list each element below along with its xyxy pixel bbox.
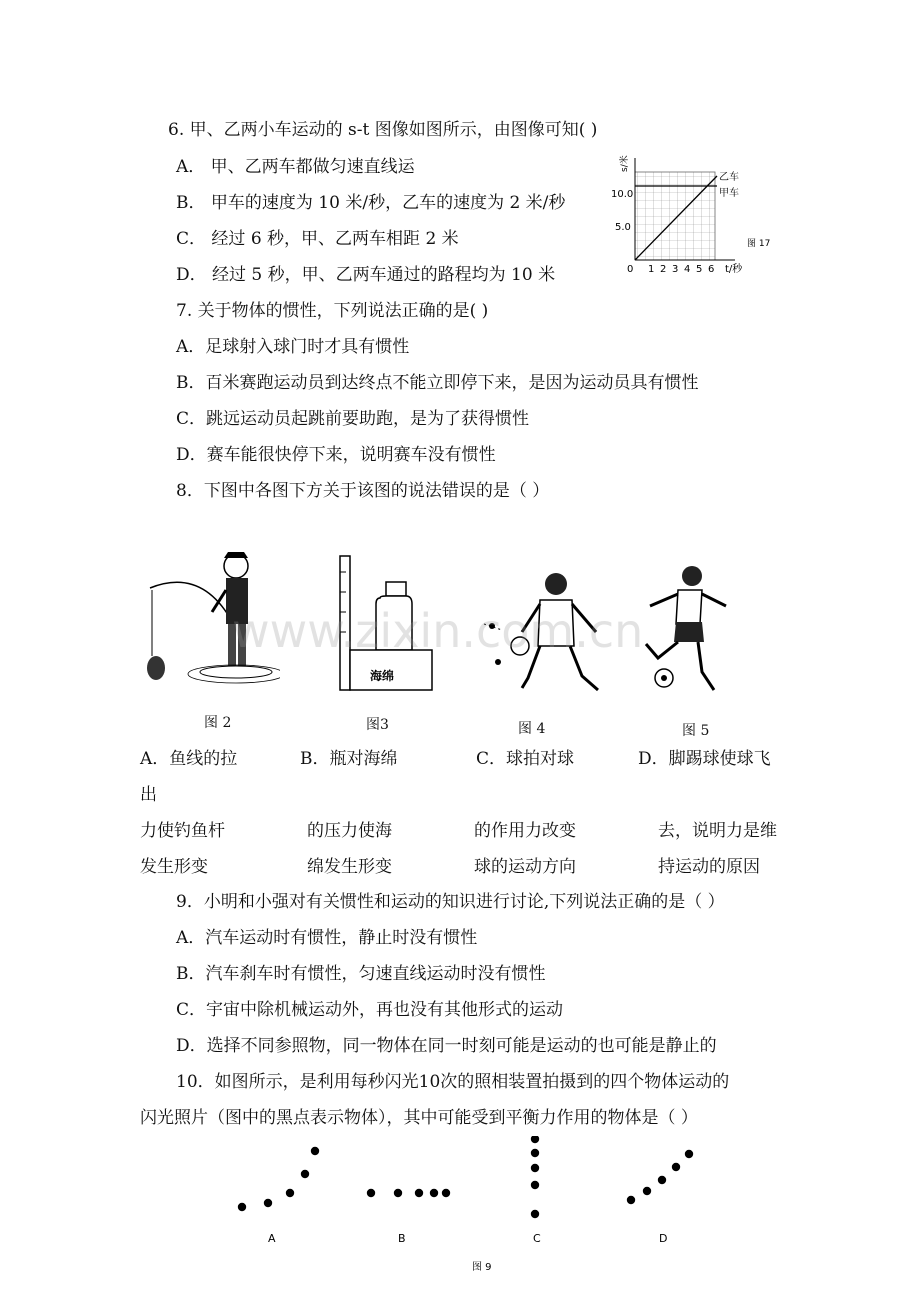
x-tick-2: 2 (660, 264, 667, 275)
dot-c-1 (531, 1136, 539, 1143)
q9-stem: 9．小明和小强对有关惯性和运动的知识进行讨论,下列说法正确的是（ ） (176, 892, 725, 912)
q9-option-d: D．选择不同参照物，同一物体在同一时刻可能是运动的也可能是静止的 (176, 1036, 717, 1056)
q10-stem-line1: 10．如图所示，是利用每秒闪光10次的照相装置拍摄到的四个物体运动的 (176, 1072, 730, 1092)
q8-option-c-line1: C．球拍对球 (476, 749, 575, 769)
dot-c-4 (531, 1181, 539, 1189)
q6-option-a: A． 甲、乙两车都做匀速直线运 (176, 157, 415, 177)
flash-label-b: B (398, 1232, 406, 1245)
figure-football (636, 562, 736, 697)
q8-option-a-line1: A．鱼线的拉 (140, 749, 238, 769)
fig-label-4: 图 4 (518, 721, 546, 737)
dot-a-3 (286, 1189, 294, 1197)
q7-option-b: B．百米赛跑运动员到达终点不能立即停下来，是因为运动员具有惯性 (176, 373, 699, 393)
dot-d-3 (658, 1176, 666, 1184)
dot-b-3 (415, 1189, 423, 1197)
q7-option-d: D．赛车能很快停下来，说明赛车没有惯性 (176, 445, 496, 465)
dot-c-5 (531, 1210, 539, 1218)
dot-a-2 (264, 1199, 272, 1207)
x-tick-3: 3 (672, 264, 679, 275)
q8-option-b-line1: B．瓶对海绵 (300, 749, 398, 769)
x-tick-6: 6 (708, 264, 715, 275)
q6-stem: 6. 甲、乙两小车运动的 s-t 图像如图所示，由图像可知( ) (168, 120, 598, 140)
q6-option-d: D． 经过 5 秒，甲、乙两车通过的路程均为 10 米 (176, 265, 556, 285)
legend-yi: 乙车 (719, 172, 739, 183)
dot-b-4 (430, 1189, 438, 1197)
q7-option-c: C．跳远运动员起跳前要助跑，是为了获得惯性 (176, 409, 530, 429)
dot-b-1 (367, 1189, 375, 1197)
q8-option-d-line3: 持运动的原因 (658, 857, 760, 877)
q8-option-a-line3: 发生形变 (140, 857, 208, 877)
dot-d-5 (685, 1150, 693, 1158)
q8-option-d-line1: D．脚踢球使球飞 (638, 749, 771, 769)
dot-d-2 (643, 1187, 651, 1195)
graph-ylabel: s/米 (620, 155, 630, 172)
dot-a-4 (301, 1170, 309, 1178)
q7-option-a: A．足球射入球门时才具有惯性 (176, 337, 410, 357)
dot-c-3 (531, 1164, 539, 1172)
q8-option-b-line3: 绵发生形变 (307, 857, 392, 877)
dot-a-1 (238, 1203, 246, 1211)
flash-label-a: A (268, 1232, 276, 1245)
fig-label-3: 图3 (366, 717, 389, 733)
graph-figure-label: 图 17 (747, 239, 771, 249)
q6-option-c: C． 经过 6 秒，甲、乙两车相距 2 米 (176, 229, 459, 249)
flash-label-c: C (533, 1232, 541, 1245)
dot-d-4 (672, 1163, 680, 1171)
fig-label-2: 图 2 (204, 715, 232, 731)
dot-b-2 (394, 1189, 402, 1197)
q9-option-a: A．汽车运动时有惯性，静止时没有惯性 (176, 928, 478, 948)
q9-option-c: C．宇宙中除机械运动外，再也没有其他形式的运动 (176, 1000, 564, 1020)
dot-b-5 (442, 1189, 450, 1197)
q10-stem-line2: 闪光照片（图中的黑点表示物体），其中可能受到平衡力作用的物体是（ ） (140, 1108, 698, 1128)
dot-d-1 (627, 1196, 635, 1204)
q8-stem: 8．下图中各图下方关于该图的说法错误的是（ ） (176, 481, 550, 501)
q6-option-b: B． 甲车的速度为 10 米/秒，乙车的速度为 2 米/秒 (176, 193, 566, 213)
flash-label-d: D (659, 1232, 668, 1245)
q7-stem: 7. 关于物体的惯性，下列说法正确的是( ) (176, 301, 489, 321)
q8-option-a-wrap: 出 (140, 785, 157, 805)
y-tick-0: 0 (627, 264, 634, 275)
graph-xlabel: t/秒 (725, 264, 743, 275)
flash-figure-label: 图 9 (472, 1262, 492, 1273)
q8-option-d-line2: 去，说明力是维 (658, 821, 777, 841)
q8-option-c-line2: 的作用力改变 (474, 821, 576, 841)
flash-photos-figure (220, 1136, 720, 1276)
x-tick-1: 1 (648, 264, 655, 275)
sponge-label: 海绵 (370, 669, 395, 683)
q8-option-a-line2: 力使钓鱼杆 (140, 821, 225, 841)
x-tick-5: 5 (696, 264, 703, 275)
watermark: www.zixin.com.cn (232, 604, 644, 658)
q9-option-b: B．汽车刹车时有惯性，匀速直线运动时没有惯性 (176, 964, 546, 984)
st-graph (605, 152, 785, 282)
y-tick-10: 10.0 (611, 189, 634, 200)
x-tick-4: 4 (684, 264, 691, 275)
y-tick-5: 5.0 (615, 222, 631, 233)
q8-option-c-line3: 球的运动方向 (474, 857, 576, 877)
fig-label-5: 图 5 (682, 723, 710, 739)
q8-option-b-line2: 的压力使海 (307, 821, 392, 841)
dot-a-5 (311, 1147, 319, 1155)
dot-c-2 (531, 1149, 539, 1157)
legend-jia: 甲车 (719, 188, 739, 199)
